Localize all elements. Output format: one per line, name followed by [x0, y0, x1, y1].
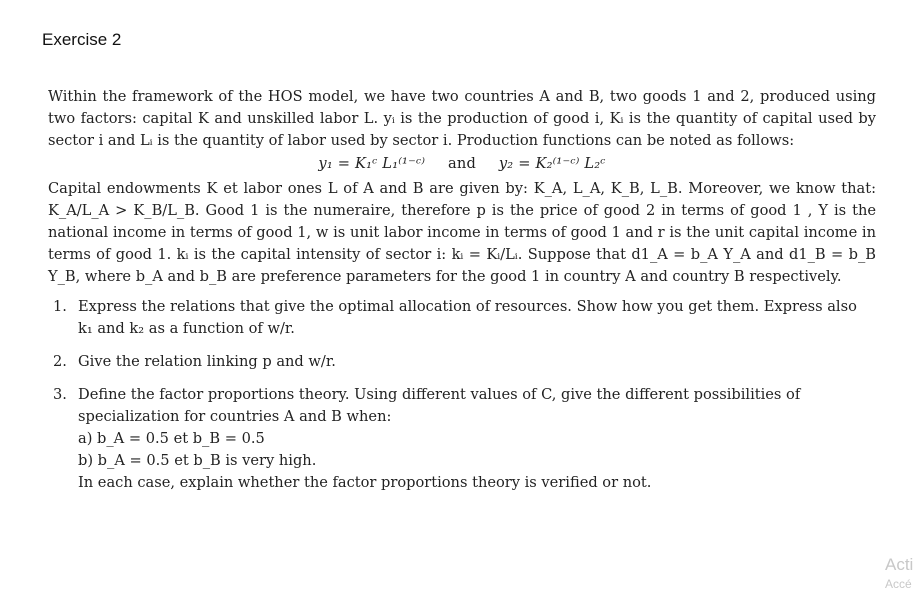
production-function-good-2: y₂ = K₂⁽¹⁻ᶜ⁾ L₂ᶜ	[498, 155, 606, 172]
question-number: 1.	[53, 298, 67, 315]
exercise-title: Exercise 2	[42, 30, 122, 49]
question-instruction: In each case, explain whether the factor proportions theory is verified or not.	[78, 474, 652, 491]
production-functions	[48, 153, 876, 175]
activation-watermark	[885, 555, 921, 591]
question-case-a: a) b_A = 0.5 et b_B = 0.5	[78, 430, 265, 447]
question-list	[48, 296, 876, 494]
watermark-line-1: Acti	[885, 555, 914, 574]
question-item	[48, 296, 876, 340]
question-number: 2.	[53, 353, 67, 370]
intro-paragraph: Within the framework of the HOS model, we have two countries A and B, two goods 1 and 2, produced using two factors: capital K and unskilled labor L. yᵢ is the production of good i, Kᵢ is the quantity of capital used by sector i and Lᵢ is the quantity of labor used by sector i. Production functions can be noted as follows:	[48, 88, 876, 149]
production-function-good-1: y₁ = K₁ᶜ L₁⁽¹⁻ᶜ⁾	[318, 155, 426, 172]
question-case-b: b) b_A = 0.5 et b_B is very high.	[78, 452, 317, 469]
question-item	[48, 384, 876, 494]
formula-connector: and	[447, 155, 477, 172]
question-text: Define the factor proportions theory. Using different values of C, give the different possibilities of specialization for countries A and B when:	[78, 386, 801, 425]
question-item	[48, 351, 876, 373]
exercise-text	[48, 86, 876, 505]
question-number: 3.	[53, 386, 67, 403]
assumptions-paragraph: Capital endowments K et labor ones L of A and B are given by: K_A, L_A, K_B, L_B. Moreover, we know that: K_A/L_A > K_B/L_B. Good 1 is the numeraire, therefore p is the price of good 2 in terms of good 1 , Y is the national income in terms of good 1, w is unit labor income in terms of good 1 and r is the unit capital income in terms of good 1. kᵢ is the capital intensity of sector i: kᵢ = Kᵢ/Lᵢ. Suppose that d1_A = b_A Y_A and d1_B = b_B Y_B, where b_A and b_B are preference parameters for the good 1 in country A and country B respectively.	[48, 180, 876, 285]
watermark-line-2: Accé	[885, 577, 912, 591]
question-text: Give the relation linking p and w/r.	[78, 353, 336, 370]
question-text: Express the relations that give the optimal allocation of resources. Show how you get them. Express also k₁ and k₂ as a function of w/r.	[78, 298, 857, 337]
